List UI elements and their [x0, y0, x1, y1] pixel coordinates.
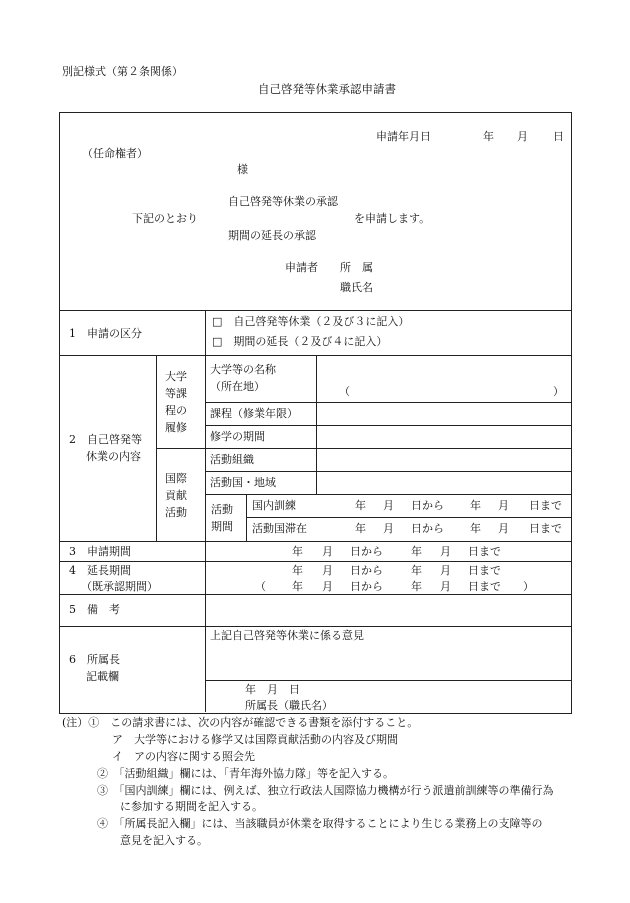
date-from: 日から: [411, 499, 444, 512]
divider: [59, 355, 571, 356]
section2-label: 2 自己啓発等: [69, 433, 142, 446]
divider: [59, 594, 571, 595]
section4-label: 4 延長期間: [69, 564, 131, 577]
date-year: 年: [292, 564, 303, 577]
section1-label: 1 申請の区分: [69, 327, 142, 340]
form-reference: 別記様式（第２条関係）: [62, 65, 183, 78]
authority-label: （任命権者）: [82, 147, 148, 160]
domestic-training-label: 国内訓練: [252, 499, 296, 512]
date-month: 月: [322, 564, 333, 577]
applicant-label: 申請者: [285, 261, 318, 274]
date-year: 年: [411, 564, 422, 577]
divider: [205, 471, 571, 472]
column-divider: [156, 355, 157, 541]
sama-label: 様: [237, 163, 248, 176]
opinion-label: 上記自己啓発等休業に係る意見: [210, 629, 364, 642]
section3-label: 3 申請期間: [69, 545, 131, 558]
date-month: 月: [383, 499, 394, 512]
date-until: 日まで: [468, 564, 501, 577]
date-day: 日: [553, 130, 564, 143]
paren-close: ）: [553, 385, 564, 398]
name-label: 職氏名: [340, 281, 373, 294]
affiliation-label: 所 属: [340, 261, 373, 274]
column-divider: [316, 355, 317, 494]
country-label: 活動国・地域: [210, 476, 276, 489]
column-divider: [246, 494, 247, 541]
column-divider: [205, 310, 206, 712]
date-year: 年: [411, 580, 422, 593]
divider: [246, 517, 571, 518]
organization-label: 活動組織: [210, 453, 254, 466]
paren-open: （: [339, 385, 350, 398]
note-4-cont: 意見を記入する。: [120, 834, 208, 847]
section2-label-line2: 休業の内容: [86, 450, 141, 463]
date-year: 年: [483, 130, 494, 143]
divider: [156, 448, 571, 449]
divider: [59, 310, 571, 311]
date-year: 年: [411, 545, 422, 558]
supervisor-signature-label: 所属長（職氏名）: [245, 699, 333, 712]
date-month: 月: [498, 522, 509, 535]
intl-contribution-group-label: 国際 貢献 活動: [165, 472, 187, 519]
university-location-label: （所在地）: [210, 380, 265, 393]
date-label: 申請年月日: [376, 130, 431, 143]
divider: [205, 494, 571, 495]
date-until: 日まで: [468, 580, 501, 593]
date-from: 日から: [350, 580, 383, 593]
date-from: 日から: [350, 545, 383, 558]
note-3-cont: に参加する期間を記入する。: [120, 800, 263, 813]
note-4: ④ 「所属長記入欄」には、当該職員が休業を取得することにより生じる業務上の支障等の: [97, 817, 543, 830]
date-until: 日まで: [468, 545, 501, 558]
page-title: 自己啓発等休業承認申請書: [258, 82, 396, 96]
date-from: 日から: [350, 564, 383, 577]
activity-period-label: 活動 期間: [211, 503, 233, 533]
date-year: 年: [470, 522, 481, 535]
abroad-stay-label: 活動国滞在: [252, 522, 307, 535]
date-year: 年: [292, 580, 303, 593]
divider: [205, 402, 571, 403]
note-2: ② 「活動組織」欄には、「青年海外協力隊」等を記入する。: [97, 767, 394, 780]
date-until: 日まで: [529, 499, 562, 512]
date-year: 年: [470, 499, 481, 512]
note-3: ③ 「国内訓練」欄には、例えば、独立行政法人国際協力機構が行う派遣前訓練等の準備行為: [97, 784, 554, 797]
date-until: 日まで: [529, 522, 562, 535]
date-month: 月: [322, 580, 333, 593]
date-year: 年: [355, 499, 366, 512]
date-year: 年: [292, 545, 303, 558]
request-prefix: 下記のとおり: [132, 212, 198, 225]
date-month: 月: [322, 545, 333, 558]
checkbox-extension[interactable]: □ 期間の延長（２及び４に記入）: [212, 335, 388, 348]
date-month: 月: [440, 580, 451, 593]
study-period-label: 修学の期間: [210, 430, 265, 443]
option-extension: 期間の延長の承認: [228, 229, 316, 242]
note-1a: ア 大学等における修学又は国際貢献活動の内容及び期間: [112, 733, 398, 746]
section4-label-line2: （既承認期間）: [81, 580, 158, 593]
paren-open: （: [255, 580, 266, 593]
university-group-label: 大学 等課 程の 履修: [165, 370, 187, 434]
date-month: 月: [517, 130, 528, 143]
divider: [205, 680, 571, 681]
date-from: 日から: [411, 522, 444, 535]
opinion-date: 年 月 日: [245, 683, 300, 696]
divider: [59, 561, 571, 562]
divider: [205, 425, 571, 426]
course-label: 課程（修業年限）: [210, 407, 298, 420]
date-month: 月: [383, 522, 394, 535]
request-suffix: を申請します。: [354, 212, 431, 225]
note-1b: イ アの内容に関する照会先: [112, 750, 255, 763]
university-name-label: 大学等の名称: [210, 363, 276, 376]
section6-label: 6 所属長: [69, 653, 120, 666]
note-1: (注）① この請求書には、次の内容が確認できる書類を添付すること。: [62, 716, 419, 729]
date-month: 月: [440, 545, 451, 558]
date-month: 月: [440, 564, 451, 577]
option-approval: 自己啓発等休業の承認: [228, 195, 338, 208]
date-month: 月: [498, 499, 509, 512]
checkbox-self-development[interactable]: □ 自己啓発等休業（２及び３に記入）: [212, 315, 410, 328]
divider: [59, 541, 571, 542]
section6-label-line2: 記載欄: [86, 670, 119, 683]
paren-close: ）: [523, 580, 534, 593]
divider: [59, 626, 571, 627]
section5-label: 5 備 考: [69, 603, 120, 616]
date-year: 年: [355, 522, 366, 535]
